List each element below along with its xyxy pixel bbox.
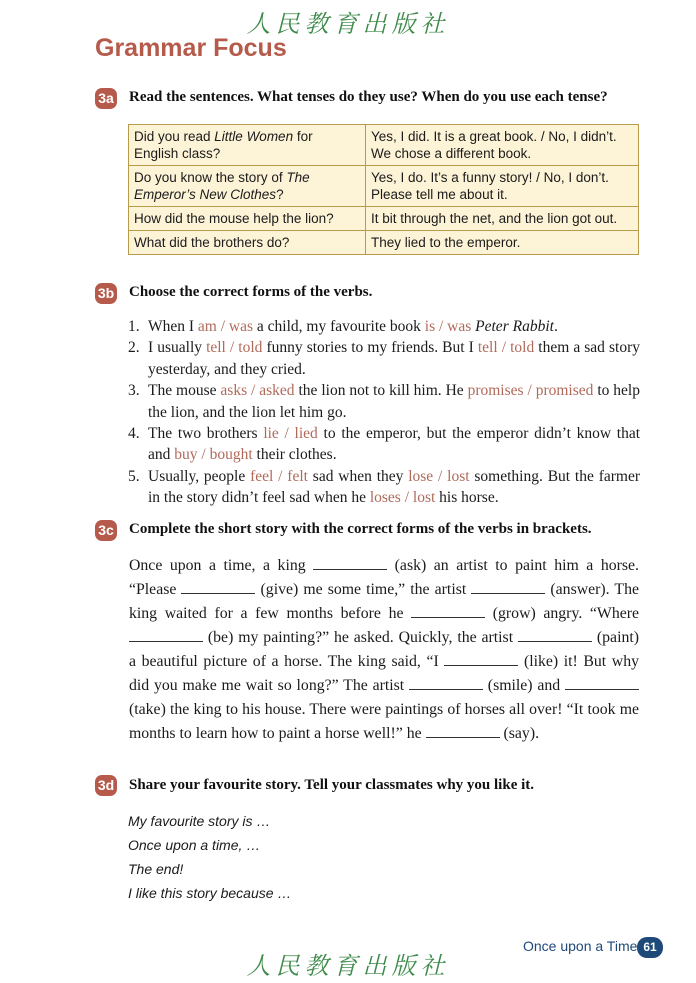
section-heading-3b: Choose the correct forms of the verbs.	[129, 284, 373, 300]
verb-option[interactable]: am / was	[197, 318, 254, 335]
verb-option[interactable]: feel / felt	[250, 467, 308, 485]
section-badge-3c: 3c	[95, 520, 117, 541]
answer-blank[interactable]	[471, 579, 545, 594]
section-heading-3a: Read the sentences. What tenses do they use? When do you use each tense?	[129, 89, 608, 105]
verb-option[interactable]: promises / promised	[467, 382, 594, 400]
verb-choice-list	[128, 316, 640, 509]
tense-table-row	[129, 207, 639, 231]
list-item: 1. When I am / was a child, my favourite book is / was Peter Rabbit.	[128, 316, 640, 337]
answer-cell: Yes, I do. It’s a funny story! / No, I don’t. Please tell me about it.	[366, 166, 639, 207]
sentence-prompts	[128, 809, 291, 905]
item-number: 4.	[128, 425, 140, 443]
answer-blank[interactable]	[426, 723, 500, 738]
answer-cell: Yes, I did. It is a great book. / No, I didn’t. We chose a different book.	[366, 125, 639, 166]
verb-option[interactable]: lie / lied	[263, 425, 318, 443]
prompt-line: Once upon a time, …	[128, 837, 261, 853]
verb-option[interactable]: buy / bought	[174, 446, 253, 464]
answer-blank[interactable]	[518, 627, 592, 642]
item-number: 2.	[128, 339, 140, 357]
answer-cell: It bit through the net, and the lion got out.	[366, 207, 639, 231]
tense-table-row	[129, 166, 639, 207]
answer-cell: They lied to the emperor.	[366, 231, 639, 255]
verb-option[interactable]: tell / told	[477, 339, 535, 357]
book-title: Little Women	[214, 129, 294, 144]
book-title: Peter Rabbit	[475, 318, 554, 335]
section-heading-3c: Complete the short story with the correct forms of the verbs in brackets.	[129, 521, 592, 537]
answer-blank[interactable]	[181, 579, 255, 594]
answer-blank[interactable]	[409, 675, 483, 690]
fill-in-story: Once upon a time, a king (ask) an artist to paint him a horse. “Please (give) me some time,” the artist (answer). The king waited for a few months before he (grow) angry. “Where (be) my painting?” he asked. Quickly, the artist (paint) a beautiful picture of a horse. The king said, “I (like) it! But why did you make me wait so long?” The artist (smile) and (take) the king to his house. There were paintings of horses all over! “It took me months to learn how to paint a horse well!” he (say).	[129, 557, 640, 742]
question-cell: Do you know the story of The Emperor’s New Clothes?	[129, 166, 366, 207]
verb-option[interactable]: asks / asked	[220, 382, 295, 400]
section-badge-3b: 3b	[95, 283, 117, 304]
section-badge-3a: 3a	[95, 88, 117, 109]
verb-option[interactable]: tell / told	[206, 339, 263, 357]
item-number: 3.	[128, 382, 140, 400]
question-cell: What did the brothers do?	[129, 231, 366, 255]
tense-table	[128, 124, 639, 255]
answer-blank[interactable]	[313, 555, 387, 570]
question-cell: Did you read Little Women for English class?	[129, 125, 366, 166]
list-item: 4. The two brothers lie / lied to the emperor, but the emperor didn’t know that and buy / bought their clothes.	[128, 425, 641, 464]
item-number: 5.	[128, 467, 140, 485]
page-title: Grammar Focus	[95, 34, 287, 62]
list-item: 5. Usually, people feel / felt sad when they lose / lost something. But the farmer in the story didn’t feel sad when he loses / lost his horse.	[128, 467, 640, 507]
verb-option[interactable]: lose / lost	[408, 467, 470, 485]
verb-option[interactable]: loses / lost	[369, 489, 436, 507]
book-title: The Emperor’s New Clothes	[134, 170, 310, 202]
answer-blank[interactable]	[565, 675, 639, 690]
unit-title: Once upon a Time	[523, 938, 638, 954]
page-number: 61	[637, 937, 663, 958]
verb-option[interactable]: is / was	[424, 318, 472, 335]
list-item: 2. I usually tell / told funny stories to my friends. But I tell / told them a sad story yesterday, and they cried.	[128, 339, 640, 378]
publisher-logo-top: 人民教育出版社	[246, 10, 450, 38]
tense-table-row	[129, 125, 639, 166]
publisher-logo-bottom: 人民教育出版社	[246, 952, 450, 980]
prompt-line: The end!	[128, 861, 184, 877]
section-badge-3d: 3d	[95, 775, 117, 796]
section-heading-3d: Share your favourite story. Tell your classmates why you like it.	[129, 777, 535, 793]
answer-blank[interactable]	[411, 603, 485, 618]
item-number: 1.	[128, 318, 140, 335]
prompt-line: I like this story because …	[128, 885, 292, 901]
answer-blank[interactable]	[444, 651, 518, 666]
question-cell: How did the mouse help the lion?	[129, 207, 366, 231]
answer-blank[interactable]	[129, 627, 203, 642]
list-item: 3. The mouse asks / asked the lion not to kill him. He promises / promised to help the lion, and the lion let him go.	[128, 382, 640, 421]
tense-table-row	[129, 231, 639, 255]
prompt-line: My favourite story is …	[128, 813, 271, 829]
